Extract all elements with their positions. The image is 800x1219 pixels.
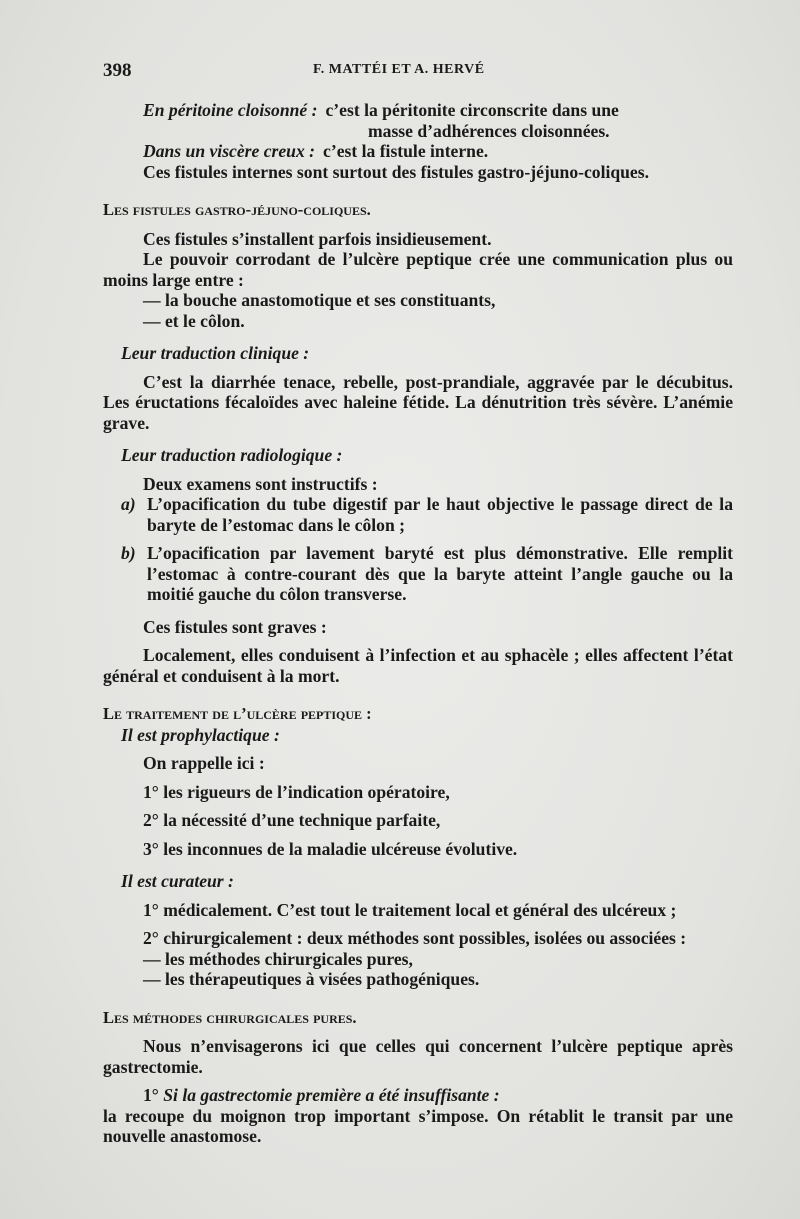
- paragraph-lead: [103, 1085, 733, 1106]
- subheading: Leur traduction radiologique :: [121, 445, 343, 465]
- paragraph: Localement, elles conduisent à l’infection et au sphacèle ; elles affectent l’état général et conduisent à la mort.: [103, 645, 733, 686]
- definition-term: Dans un viscère creux :: [143, 141, 316, 161]
- list-item-a: [103, 494, 733, 535]
- numbered-item: 2° la nécessité d’une technique parfaite,: [143, 810, 441, 830]
- dash-item: — les méthodes chirurgicales pures,: [143, 948, 413, 969]
- dash-item: — la bouche anastomotique et ses constituants,: [143, 290, 496, 310]
- definition-2: [103, 141, 733, 162]
- item-text: L’opacification du tube digestif par le haut objective le passage direct de la baryte de l’estomac dans le côlon ;: [147, 494, 733, 535]
- paragraph: Le pouvoir corrodant de l’ulcère peptique crée une communication plus ou moins large entre :: [103, 249, 733, 290]
- dash-item: — et le côlon.: [143, 310, 245, 331]
- item-text: L’opacification par lavement baryté est plus démonstrative. Elle remplit l’estomac à contre-courant dès que la baryte atteint l’angle gauche ou la moitié gauche du côlon transverse.: [147, 543, 733, 604]
- paragraph: Ces fistules s’installent parfois insidieusement.: [143, 228, 492, 249]
- item-label: b): [121, 543, 136, 563]
- numbered-item: 1° les rigueurs de l’indication opératoire,: [143, 781, 450, 802]
- page-body: [103, 100, 733, 1147]
- paragraph: C’est la diarrhée tenace, rebelle, post-prandiale, aggravée par le décubitus. Les éructations fécaloïdes avec haleine fétide. La dénutrition très sévère. L’anémie grave.: [103, 371, 733, 433]
- definition-text: c’est la fistule interne.: [323, 141, 489, 161]
- subheading: Leur traduction clinique :: [121, 343, 310, 363]
- definition-1: [103, 100, 733, 141]
- item-label: a): [121, 494, 136, 514]
- page-number: 398: [103, 60, 132, 81]
- section-heading: Les fistules gastro-jéjuno-coliques.: [103, 200, 371, 219]
- section-heading: Le traitement de l’ulcère peptique :: [103, 704, 372, 723]
- definition-text-continued: masse d’adhérences cloisonnées.: [368, 120, 610, 141]
- paragraph: 2° chirurgicalement : deux méthodes sont possibles, isolées ou associées :: [143, 928, 687, 948]
- subheading: Il est curateur :: [121, 871, 234, 891]
- lead-number: 1°: [143, 1085, 159, 1105]
- section-heading: Les méthodes chirurgicales pures.: [103, 1007, 357, 1027]
- paragraph: Ces fistules sont graves :: [143, 616, 327, 637]
- paragraph: On rappelle ici :: [143, 753, 265, 773]
- list-item-b: [103, 543, 733, 605]
- dash-item: — les thérapeutiques à visées pathogéniques.: [143, 969, 480, 989]
- running-title: F. MATTÉI ET A. HERVÉ: [313, 62, 485, 77]
- paragraph: Nous n’envisagerons ici que celles qui concernent l’ulcère peptique après gastrectomie.: [103, 1036, 733, 1077]
- page-header: [103, 60, 730, 84]
- paragraph: la recoupe du moignon trop important s’impose. On rétablit le transit par une nouvelle anastomose.: [103, 1105, 733, 1146]
- lead-italic: Si la gastrectomie première a été insuffisante :: [163, 1085, 500, 1105]
- subheading: Il est prophylactique :: [121, 724, 280, 745]
- numbered-item: 3° les inconnues de la maladie ulcéreuse évolutive.: [143, 838, 518, 859]
- paragraph: Ces fistules internes sont surtout des fistules gastro-jéjuno-coliques.: [143, 161, 649, 182]
- paragraph: 1° médicalement. C’est tout le traitement local et général des ulcéreux ;: [143, 899, 677, 920]
- paragraph: Deux examens sont instructifs :: [143, 473, 378, 494]
- definition-term: En péritoine cloisonné :: [143, 100, 318, 120]
- definition-text: c’est la péritonite circonscrite dans une: [325, 100, 619, 120]
